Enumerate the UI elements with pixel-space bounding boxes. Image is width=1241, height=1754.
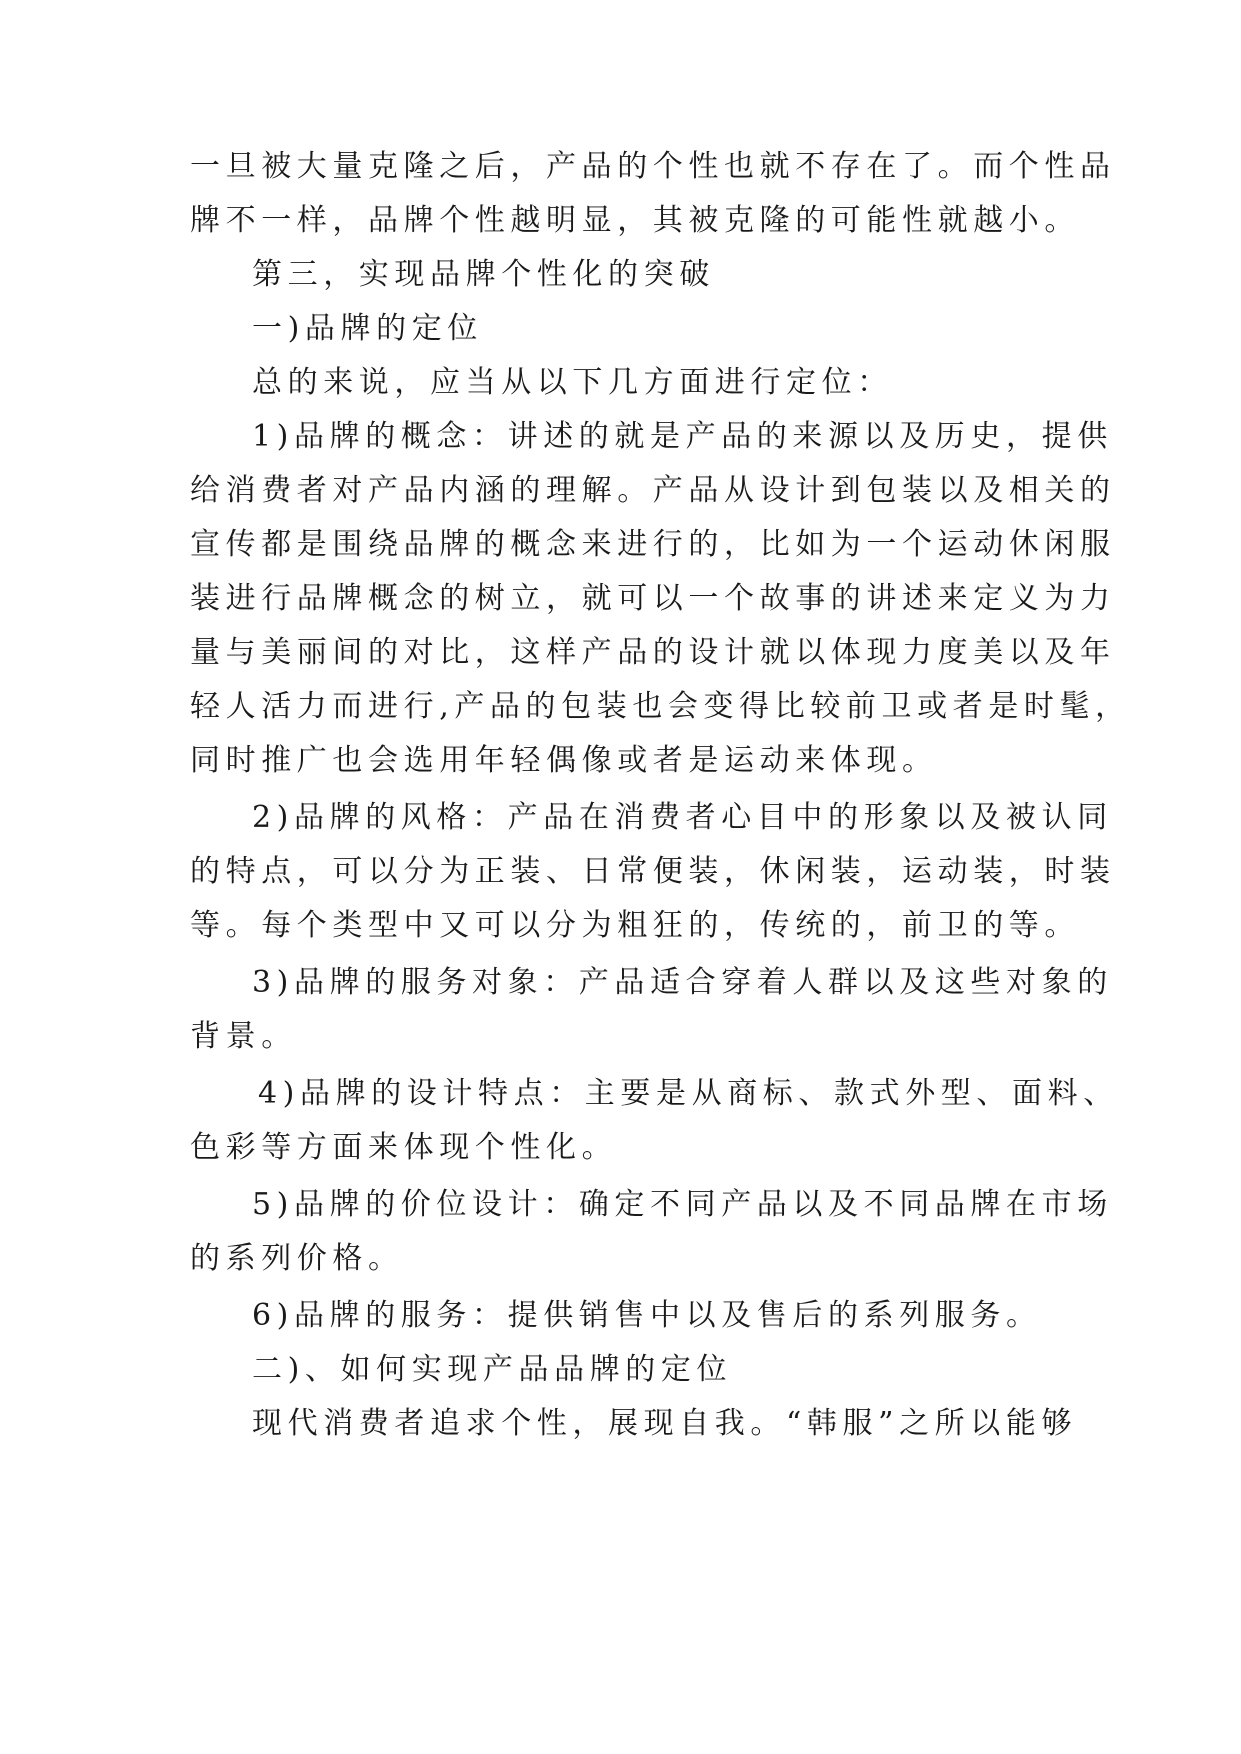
list-item-6: 6)品牌的服务：提供销售中以及售后的系列服务。	[252, 1298, 1042, 1333]
text-line: 一旦被大量克隆之后，产品的个性也就不存在了。而个性品	[190, 149, 1116, 184]
text-line: 总的来说，应当从以下几方面进行定位：	[252, 365, 893, 400]
text-line: 给消费者对产品内涵的理解。产品从设计到包装以及相关的	[190, 473, 1116, 508]
text-line: 背景。	[190, 1019, 297, 1054]
text-line: 量与美丽间的对比，这样产品的设计就以体现力度美以及年	[190, 635, 1116, 670]
subsection-heading: 二)、如何实现产品品牌的定位	[252, 1352, 733, 1387]
text-line: 色彩等方面来体现个性化。	[190, 1130, 618, 1165]
list-item-4: 4)品牌的设计特点：主要是从商标、款式外型、面料、	[258, 1076, 1119, 1111]
text-line: 同时推广也会选用年轻偶像或者是运动来体现。	[190, 743, 938, 778]
subsection-heading: 一)品牌的定位	[252, 311, 483, 346]
text-line: 的特点，可以分为正装、日常便装，休闲装，运动装，时装	[190, 854, 1116, 889]
text-line: 的系列价格。	[190, 1241, 404, 1276]
list-item-3: 3)品牌的服务对象：产品适合穿着人群以及这些对象的	[252, 965, 1113, 1000]
text-line: 宣传都是围绕品牌的概念来进行的，比如为一个运动休闲服	[190, 527, 1116, 562]
list-item-1: 1)品牌的概念：讲述的就是产品的来源以及历史，提供	[252, 419, 1113, 454]
text-line: 牌不一样，品牌个性越明显，其被克隆的可能性就越小。	[190, 203, 1080, 238]
text-line: 装进行品牌概念的树立，就可以一个故事的讲述来定义为力	[190, 581, 1116, 616]
text-line: 现代消费者追求个性，展现自我。“韩服”之所以能够	[252, 1406, 1078, 1441]
text-line: 等。每个类型中又可以分为粗狂的，传统的，前卫的等。	[190, 908, 1080, 943]
text-line: 轻人活力而进行,产品的包装也会变得比较前卫或者是时髦，	[190, 689, 1131, 724]
list-item-5: 5)品牌的价位设计：确定不同产品以及不同品牌在市场	[252, 1187, 1113, 1222]
section-heading: 第三，实现品牌个性化的突破	[252, 257, 715, 292]
list-item-2: 2)品牌的风格：产品在消费者心目中的形象以及被认同	[252, 800, 1113, 835]
